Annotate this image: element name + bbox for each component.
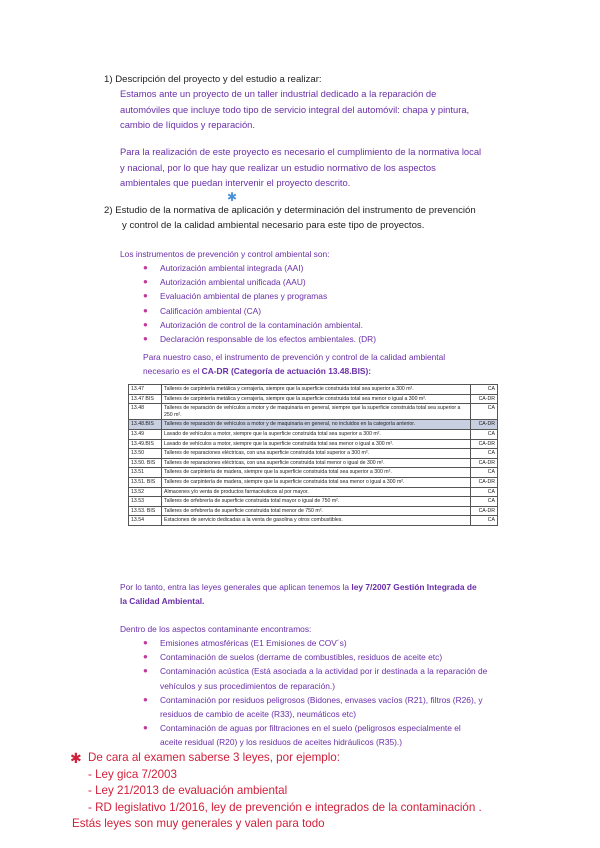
list-item [143, 664, 487, 692]
note-line: - RD legislativo 1/2016, ley de prevención e integrados de la contaminación . [88, 800, 482, 814]
table-cell-desc: Talleres de orfebrería de superficie construida total menor de 750 m². [162, 506, 471, 516]
table-cell-cat: CA [471, 468, 498, 478]
para-line: Estamos ante un proyecto de un taller industrial dedicado a la reparación de [120, 88, 437, 99]
bullet-icon: ● [143, 652, 148, 662]
table-cell-code: 13.53 [129, 497, 162, 507]
bullet-icon: ● [143, 319, 148, 329]
table-cell-code: 13.47 [129, 385, 162, 395]
section1-para1 [120, 86, 469, 133]
instruments-list [143, 261, 376, 346]
contaminants-intro: Dentro de los aspectos contaminante encontramos: [120, 624, 312, 634]
case-line: Para nuestro caso, el instrumento de prevención y control de la calidad ambiental [143, 352, 446, 362]
section1-heading: 1) Descripción del proyecto y del estudio a realizar: [104, 74, 322, 85]
table-cell-cat: CA-DR [471, 458, 498, 468]
bullet-icon: ● [143, 638, 148, 647]
list-item-text: Autorización ambiental unificada (AAU) [160, 277, 306, 288]
table-cell-desc: Talleres de reparaciones eléctricas, con una superficie construida total menor o igual de 300 m². [162, 458, 471, 468]
table-row [129, 439, 498, 449]
list-item-text: residuos de cambio de aceite (R33), neumáticos etc) [160, 709, 356, 720]
list-item [143, 261, 376, 275]
asterisk-icon: ✱ [227, 190, 238, 204]
table-cell-code: 13.54 [129, 516, 162, 526]
section1-para2 [120, 144, 481, 191]
table-row [129, 404, 498, 420]
asterisk-icon: ✱ [70, 750, 82, 766]
table-cell-code: 13.47 BIS [129, 394, 162, 404]
bullet-icon: ● [143, 291, 148, 301]
bullet-icon: ● [143, 277, 148, 287]
table-cell-desc: Talleres de reparaciones eléctricas, con una superficie construida total superior a 300 m². [162, 449, 471, 459]
table-cell-cat: CA-DR [471, 477, 498, 487]
list-item-text: Evaluación ambiental de planes y programas [160, 291, 328, 302]
table-cell-code: 13.53. BIS [129, 506, 162, 516]
bullet-icon: ● [143, 723, 148, 733]
table-cell-code: 13.50. BIS [129, 458, 162, 468]
bullet-icon: ● [143, 666, 148, 676]
table-cell-desc: Lavado de vehículos a motor, siempre que la superficie construida total sea menor o igual a 300 m². [162, 439, 471, 449]
table-cell-cat: CA [471, 404, 498, 420]
para-line: automóviles que incluye todo tipo de servicio integral del automóvil: chapa y pintura, [120, 103, 470, 115]
law-line-bold: la Calidad Ambiental. [120, 596, 205, 606]
table-row [129, 429, 498, 439]
table-row [129, 449, 498, 459]
instruments-intro: Los instrumentos de prevención y control ambiental son: [120, 249, 330, 259]
list-item-text: Emisiones atmosféricas (E1 Emisiones de COV´s) [160, 638, 347, 648]
list-item [143, 650, 487, 664]
list-item-text: Contaminación de aguas por filtraciones en el suelo (peligrosos especialmente el [160, 723, 461, 734]
list-item-text: aceite residual (R20) y los residuos de aceites hidráulicos (R35).) [160, 737, 403, 748]
list-item-text: Declaración responsable de los efectos ambientales. (DR) [160, 334, 376, 345]
table-cell-desc: Talleres de orfebrería de superficie construida total mayor o igual de 750 m². [162, 497, 471, 507]
table-row [129, 497, 498, 507]
table-row [129, 420, 498, 430]
table-cell-desc: Talleres de carpintería metálica y cerrajería, siempre que la superficie construida total sea menor o igual a 300 m². [162, 394, 471, 404]
list-item-text: Contaminación de suelos (derrame de combustibles, residuos de aceite etc) [160, 652, 443, 663]
heading-line: 2) Estudio de la normativa de aplicación y determinación del instrumento de prevención [104, 205, 476, 216]
case-line [143, 364, 445, 378]
table-row [129, 516, 498, 526]
list-item [143, 289, 376, 303]
table-cell-cat: CA-DR [471, 506, 498, 516]
para-line: Para la realización de este proyecto es necesario el cumplimiento de la normativa local [120, 146, 482, 157]
table-cell-desc: Estaciones de servicio dedicadas a la venta de gasolina y otros combustibles. [162, 516, 471, 526]
table-cell-code: 13.51 [129, 468, 162, 478]
table-row [129, 487, 498, 497]
contaminants-list [143, 636, 487, 750]
list-item [143, 275, 376, 289]
table-row [129, 468, 498, 478]
table-cell-cat: CA [471, 497, 498, 507]
section2-heading [104, 203, 476, 233]
table-cell-desc: Talleres de carpintería de madera, siempre que la superficie construida total sea menor o igual a 300 m². [162, 477, 471, 487]
activities-table [128, 384, 498, 526]
table-cell-desc: Talleres de carpintería de madera, siempre que la superficie construida total sea superior a 300 m². [162, 468, 471, 478]
list-item [143, 693, 487, 721]
table-cell-desc: Lavado de vehículos a motor, siempre que la superficie construida total sea superior a 300 m². [162, 429, 471, 439]
table-cell-cat: CA [471, 516, 498, 526]
table-row [129, 458, 498, 468]
table-cell-code: 13.48.BIS [129, 420, 162, 430]
list-item [143, 636, 487, 650]
case-text-bold: CA-DR (Categoría de actuación 13.48.BIS): [201, 366, 372, 376]
para-line: cambio de líquidos y reparación. [120, 119, 255, 130]
table-cell-desc: Talleres de reparación de vehículos a motor y de maquinaria en general, siempre que la superficie construida total sea superior a 250 m². [162, 404, 471, 420]
case-text [143, 350, 445, 378]
list-item-text: Autorización de control de la contaminación ambiental. [160, 319, 363, 330]
table-cell-code: 13.48 [129, 404, 162, 420]
table-cell-cat: CA [471, 487, 498, 497]
table-cell-desc: Talleres de carpintería metálica y cerrajería, siempre que la superficie construida total sea superior a 300 m². [162, 385, 471, 395]
list-item-text: Calificación ambiental (CA) [160, 305, 262, 316]
table-row [129, 385, 498, 395]
note-line: De cara al examen saberse 3 leyes, por ejemplo: [88, 751, 340, 764]
para-line: y nacional, por lo que hay que realizar un estudio normativo de los aspectos [120, 161, 436, 173]
exam-note [88, 750, 482, 816]
table-row [129, 394, 498, 404]
table-cell-cat: CA-DR [471, 439, 498, 449]
note-line: - Ley 21/2013 de evaluación ambiental [88, 784, 288, 797]
table-cell-desc: Talleres de reparación de vehículos a motor y de maquinaria en general, no incluidos en la categoría anterior. [162, 420, 471, 430]
case-text-plain: necesario es el [143, 366, 202, 376]
exam-note-last: Estás leyes son muy generales y valen para todo [72, 817, 325, 830]
note-line: - Ley gica 7/2003 [88, 767, 177, 781]
table-row [129, 506, 498, 516]
list-item-text: Contaminación por residuos peligrosos (Bidones, envases vacíos (R21), filtros (R26), y [160, 694, 483, 705]
table-row [129, 477, 498, 487]
para-line: ambientales que puedan intervenir el proyecto descrito. [120, 177, 351, 188]
list-item-text: Autorización ambiental integrada (AAI) [160, 263, 304, 273]
bullet-icon: ● [143, 334, 148, 344]
heading-line: y control de la calidad ambiental necesario para este tipo de proyectos. [122, 220, 425, 231]
list-item [143, 721, 487, 749]
list-item [143, 304, 376, 318]
bullet-icon: ● [143, 263, 148, 272]
table-cell-code: 13.49.BIS [129, 439, 162, 449]
table-cell-desc: Almacenes y/o venta de productos farmacéuticos al por mayor. [162, 487, 471, 497]
list-item [143, 332, 376, 346]
list-item-text: Contaminación acústica (Está asociada a la actividad por ir destinada a la reparación de [160, 666, 488, 677]
table-cell-cat: CA-DR [471, 394, 498, 404]
table-cell-cat: CA [471, 385, 498, 395]
list-item-text: vehículos y sus procedimientos de reparación.) [160, 680, 336, 691]
bullet-icon: ● [143, 694, 148, 704]
table-cell-code: 13.50 [129, 449, 162, 459]
law-text [120, 580, 477, 608]
law-text-plain: Por lo tanto, entra las leyes generales que aplican tenemos la [120, 582, 352, 592]
bullet-icon: ● [143, 305, 148, 315]
law-text-bold: ley 7/2007 Gestión Integrada de [351, 582, 477, 592]
table-cell-cat: CA [471, 429, 498, 439]
table-cell-cat: CA [471, 449, 498, 459]
list-item [143, 318, 376, 332]
law-line [120, 580, 477, 594]
table-cell-code: 13.49 [129, 429, 162, 439]
table-cell-cat: CA-DR [471, 420, 498, 430]
table-cell-code: 13.51. BIS [129, 477, 162, 487]
table-cell-code: 13.52 [129, 487, 162, 497]
